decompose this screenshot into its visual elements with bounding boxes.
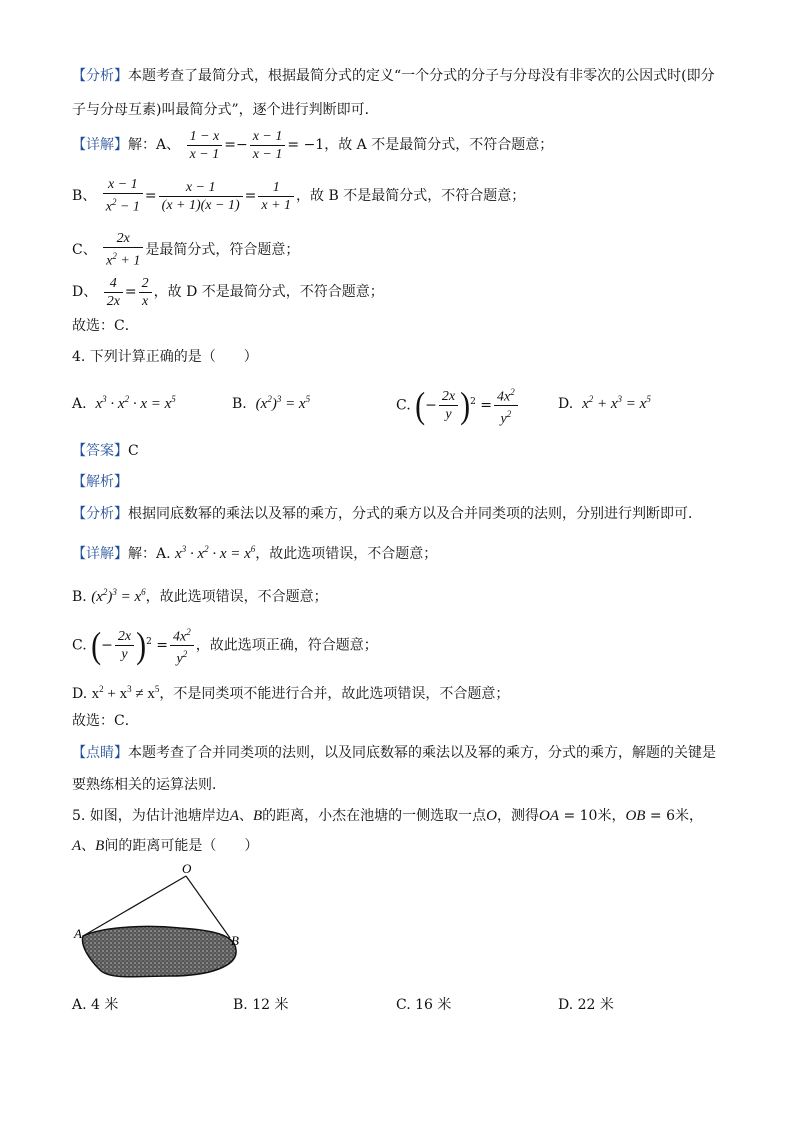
q5-option-c: C. 16 米 — [396, 997, 452, 1013]
fraction: $\frac{4}{2x}$ — [104, 275, 123, 310]
q5-option-b: B. 12 米 — [233, 997, 289, 1013]
q4-answer: 【答案】C — [72, 443, 139, 459]
q5-option-a: A. 4 米 — [72, 997, 119, 1013]
pond-shape — [82, 926, 236, 976]
fraction: $\frac{x - 1}{(x + 1)(x - 1)}$ — [159, 179, 243, 214]
q3-analysis-line1 — [72, 66, 715, 86]
q3-choice: 故选：C． — [72, 318, 139, 334]
q4-jiexi — [72, 472, 128, 492]
label-b: B — [231, 933, 239, 948]
detail-tag: 【详解】 — [72, 546, 128, 562]
q5-option-d: D. 22 米 — [558, 997, 614, 1013]
q5-question-line2: A、B间的距离可能是（ ） — [72, 838, 259, 854]
detail-tag: 【详解】 — [72, 137, 128, 153]
q4-option-a: A. $x^3 \cdot x^2 \cdot x = x^5$ — [72, 394, 176, 412]
q4-analysis: 【分析】根据同底数幂的乘法以及幂的乘方，分式的乘方以及合并同类项的法则，分别进行判断即可． — [72, 506, 702, 522]
comment-tag: 【点睛】 — [72, 745, 128, 761]
fraction: $\frac{2x}{y}$ — [115, 628, 134, 663]
fraction: $\frac{1 - x}{x - 1}$ — [187, 128, 223, 163]
q4-detail-a: 【详解】解：A. $x^3 \cdot x^2 \cdot x = x^6$，故此选项错误，不合题意； — [72, 544, 438, 562]
fraction: $\frac{x - 1}{x^2 - 1}$ — [103, 176, 143, 216]
fraction: $\frac{2x}{y}$ — [439, 388, 458, 423]
answer-tag: 【答案】 — [72, 443, 128, 459]
q3-detail-d: D、 $\frac{4}{2x}$ = $\frac{2}{x}$ ，故 D 不是最简分式，不符合题意； — [72, 275, 384, 309]
analysis-tag: 【分析】 — [72, 506, 128, 522]
label-a: A — [74, 926, 82, 941]
analysis-text: 本题考查了最简分式，根据最简分式的定义“一个分式的分子与分母没有非零次的公因式时(即分 — [128, 68, 715, 84]
fraction: $\frac{x - 1}{x - 1}$ — [250, 128, 286, 163]
fraction: $\frac{1}{x + 1}$ — [258, 179, 294, 214]
q5-question-line1: 5. 如图，为估计池塘岸边A、B的距离，小杰在池塘的一侧选取一点O，测得OA = 10米，OB = 6米， — [72, 808, 703, 824]
fraction: $\frac{2x}{x^2 + 1}$ — [103, 230, 143, 270]
fraction: $\frac{4x^2}{y^2}$ — [494, 384, 518, 428]
fraction: $\frac{4x^2}{y^2}$ — [170, 624, 194, 668]
q4-choice: 故选：C． — [72, 713, 139, 729]
q4-detail-d: D. $x^2 + x^3 \ne x^5$，不是同类项不能进行合并，故此选项错误，不合题意； — [72, 684, 510, 702]
jiexi-tag: 【解析】 — [72, 474, 128, 490]
q3-analysis-line2: 子与分母互素)叫最简分式”，逐个进行判断即可． — [72, 102, 379, 118]
q4-comment-line2: 要熟练相关的运算法则． — [72, 777, 226, 793]
q4-option-c: C. (− $\frac{2x}{y}$ )$^2$ = $\frac{4x^2}{y^2}$ — [396, 380, 520, 428]
pond-diagram — [70, 862, 250, 986]
q3-detail-a: 【详解】解：A、 $\frac{1 - x}{x - 1}$ =− $\frac{x - 1}{x - 1}$ = −1，故 A 不是最简分式，不符合题意； — [72, 128, 554, 162]
q4-question: 4. 下列计算正确的是（ ） — [72, 349, 258, 365]
q3-detail-c: C、 $\frac{2x}{x^2 + 1}$ 是最简分式，符合题意； — [72, 231, 300, 269]
q4-detail-b: B. $(x^2)^3 = x^6$，故此选项错误，不合题意； — [72, 587, 328, 605]
q4-option-d: D. $x^2 + x^3 = x^5$ — [558, 394, 651, 412]
fraction: $\frac{2}{x}$ — [139, 275, 152, 310]
q4-comment-line1: 【点睛】本题考查了合并同类项的法则，以及同底数幂的乘法以及幂的乘方，分式的乘方，解题的关键是 — [72, 745, 716, 761]
q3-detail-b: B、 $\frac{x - 1}{x^2 - 1}$ = $\frac{x - 1}{(x + 1)(x - 1)}$ = $\frac{1}{x + 1}$ ，故 B 不是最简分式，不符合题意； — [72, 177, 526, 215]
q4-detail-c: C. (− $\frac{2x}{y}$ )$^2$ = $\frac{4x^2}{y^2}$ ，故此选项正确，符合题意； — [72, 624, 378, 667]
q4-option-b: B. $(x^2)^3 = x^5$ — [232, 394, 311, 412]
label-o: O — [182, 862, 192, 876]
analysis-tag: 【分析】 — [72, 68, 128, 84]
